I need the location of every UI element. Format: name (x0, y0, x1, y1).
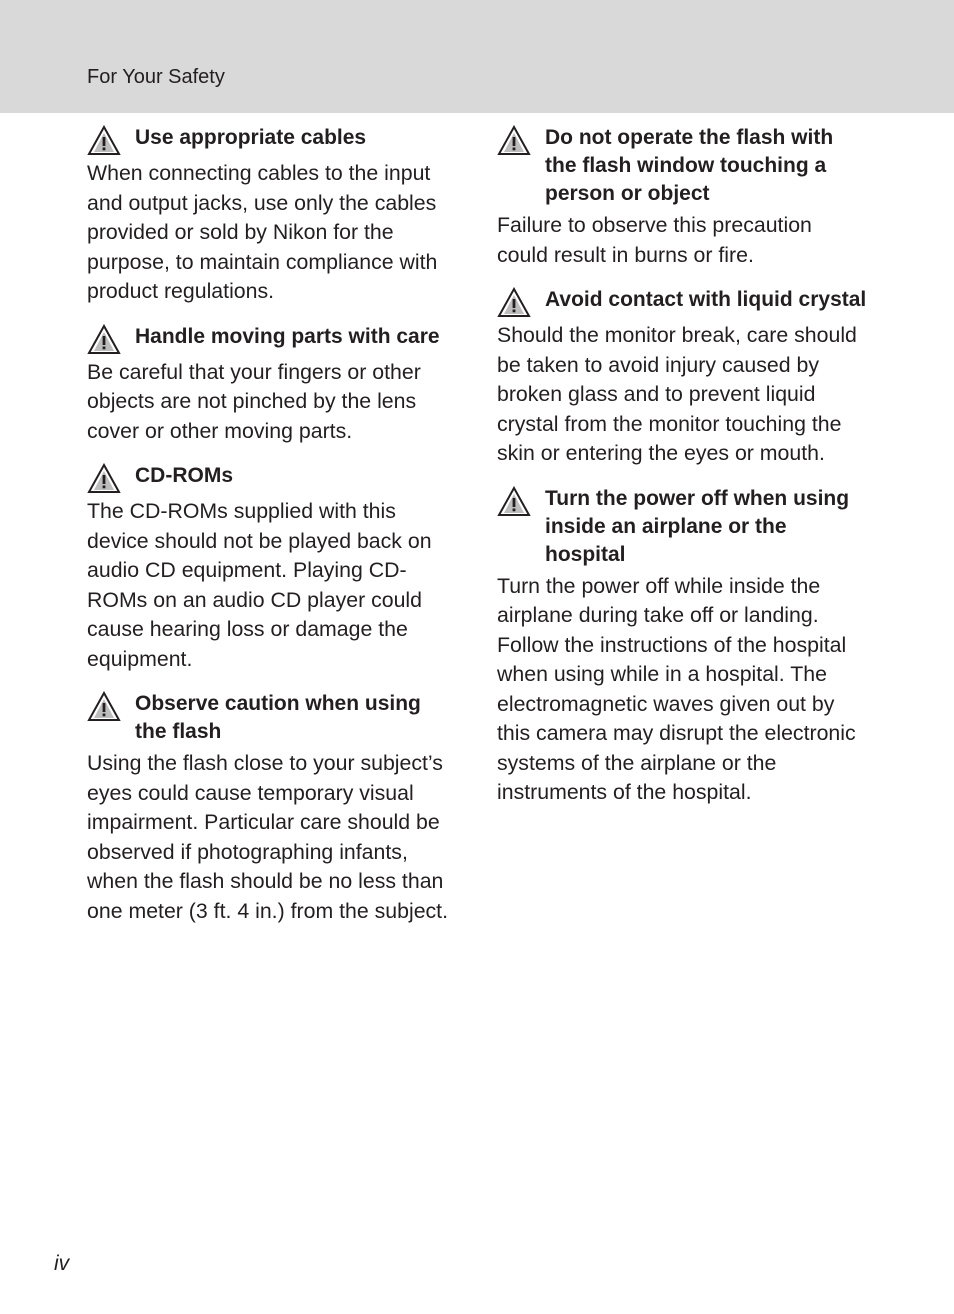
section-body: When connecting cables to the input and output jacks, use only the cables provided or sold by Nikon for the purpose, to maintain compliance with product regulations. (87, 161, 438, 303)
page-header (0, 0, 954, 113)
section-heading (87, 323, 455, 355)
section-heading-text: Do not operate the flash with the flash window touching a person or object (545, 126, 834, 205)
warning-triangle-icon (497, 125, 531, 156)
section-heading (497, 286, 867, 318)
safety-section (497, 286, 867, 469)
section-heading-text: CD-ROMs (135, 464, 233, 487)
safety-section (87, 323, 455, 447)
section-heading (87, 462, 455, 494)
section-heading (497, 485, 867, 569)
section-body: Turn the power off while inside the airplane during take off or landing. Follow the instructions of the hospital when using while in a hospital. The electromagnetic waves given out by this camera may disrupt the electronic systems of the airplane or the instruments of the hospital. (497, 573, 856, 804)
safety-section (497, 485, 867, 808)
warning-triangle-icon (497, 287, 531, 318)
section-heading (87, 690, 455, 746)
section-heading-text: Avoid contact with liquid crystal (545, 288, 867, 311)
section-body: Be careful that your fingers or other objects are not pinched by the lens cover or other moving parts. (87, 359, 421, 443)
warning-triangle-icon (87, 463, 121, 494)
right-column (497, 124, 867, 824)
safety-section (497, 124, 867, 270)
section-title: For Your Safety (87, 66, 225, 88)
warning-triangle-icon (497, 486, 531, 517)
section-body: Failure to observe this precaution could result in burns or fire. (497, 213, 812, 267)
section-heading-text: Observe caution when using the flash (135, 692, 421, 743)
section-heading (497, 124, 867, 208)
section-body: Should the monitor break, care should be taken to avoid injury caused by broken glass and to prevent liquid crystal from the monitor touching the skin or entering the eyes or mouth. (497, 323, 857, 465)
warning-triangle-icon (87, 324, 121, 355)
safety-section (87, 690, 455, 926)
left-column (87, 124, 455, 942)
section-body: Using the flash close to your subject’s eyes could cause temporary visual impairment. Particular care should be observed if photographing infants, when the flash should be no less than one meter (3 ft. 4 in.) from the subject. (87, 751, 449, 923)
safety-section (87, 124, 455, 307)
warning-triangle-icon (87, 691, 121, 722)
page-number: iv (54, 1252, 70, 1275)
section-body: The CD-ROMs supplied with this device should not be played back on audio CD equipment. Playing CD-ROMs on an audio CD player could cause hearing loss or damage the equipment. (87, 499, 432, 671)
section-heading-text: Handle moving parts with care (135, 324, 440, 348)
warning-triangle-icon (87, 125, 121, 156)
section-heading-text: Turn the power off when using inside an airplane or the hospital (545, 486, 850, 566)
section-heading (87, 124, 455, 156)
section-heading-text: Use appropriate cables (135, 126, 367, 149)
safety-section (87, 462, 455, 674)
